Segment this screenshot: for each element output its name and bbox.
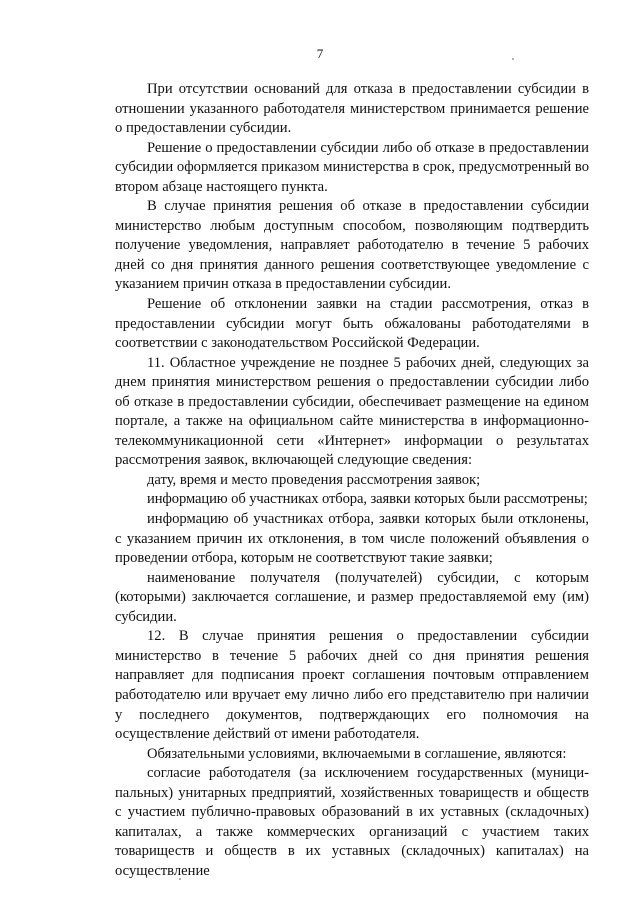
document-body	[115, 80, 589, 881]
list-item-reviewed-participants: информацию об участниках отбора, заявки которых были рассмотрены;	[147, 491, 588, 508]
paragraph-refusal-notice: В случае принятия решения об отказе в предоставлении субсидии министерство любым доступным способом, позволяющим подтвердить получение уведомления, направляет работодателю в течение 5 рабочих дней со дня принятия данного решения соответствующее уведомление с указанием причин отказа в предоставлении субсидии.	[115, 198, 589, 293]
paragraph-appeal: Решение об отклонении заявки на стадии рассмотрения, отказ в предоставлении субсидии могут быть обжалованы работодателями в соответствии с законодательством Российской Федерации.	[115, 296, 589, 352]
paragraph-decision-order: Решение о предоставлении субсидии либо об отказе в предоставлении субсидии оформляется приказом министерства в срок, предусмотренный во втором абзаце настоящего пункта.	[115, 139, 589, 195]
page-number: 7	[316, 46, 324, 61]
scan-speck	[512, 58, 514, 60]
list-item-recipient-name: наименование получателя (получателей) субсидии, с которым (которыми) заключается соглашение, и размер предоставляемой ему (им) субсидии.	[115, 569, 589, 625]
paragraph-employer-consent: согласие работодателя (за исключением государственных (муници-пальных) унитарных предприятий, хозяйственных товариществ и обществ с участием публично-правовых образований в их уставных (складочных) капиталах, а также коммерческих организаций с участием таких товариществ и обществ в их уставных (складочных) капиталах) на осуществление	[115, 765, 589, 879]
paragraph-mandatory-conditions: Обязательными условиями, включаемыми в соглашение, являются:	[147, 745, 567, 762]
list-item-date-place: дату, время и место проведения рассмотрения заявок;	[147, 471, 481, 488]
paragraph-clause-11: 11. Областное учреждение не позднее 5 рабочих дней, следующих за днем принятия министерством решения о предоставлении субсидии либо об отказе в предоставлении субсидии, обеспечивает размещение на едином портале, а также на официальном сайте министерства в информационно-телекоммуникационной сети «Интернет» информации о результатах рассмотрения заявок, включающей следующие сведения:	[115, 354, 589, 469]
list-item-rejected-participants: информацию об участниках отбора, заявки которых были отклонены, с указанием причин их отклонения, в том числе положений объявления о проведении отбора, которым не соответствуют такие заявки;	[115, 511, 589, 567]
paragraph-decision-grant: При отсутствии оснований для отказа в предоставлении субсидии в отношении указанного работодателя министерством принимается решение о предоставлении субсидии.	[115, 81, 589, 137]
paragraph-clause-12: 12. В случае принятия решения о предоставлении субсидии министерство в течение 5 рабочих дней со дня принятия решения направляет для подписания проект соглашения почтовым отправлением работодателю или вручает ему лично либо его представителю при наличии у последнего документов, подтверждающих его полномочия на осуществление действий от имени работодателя.	[115, 628, 589, 743]
